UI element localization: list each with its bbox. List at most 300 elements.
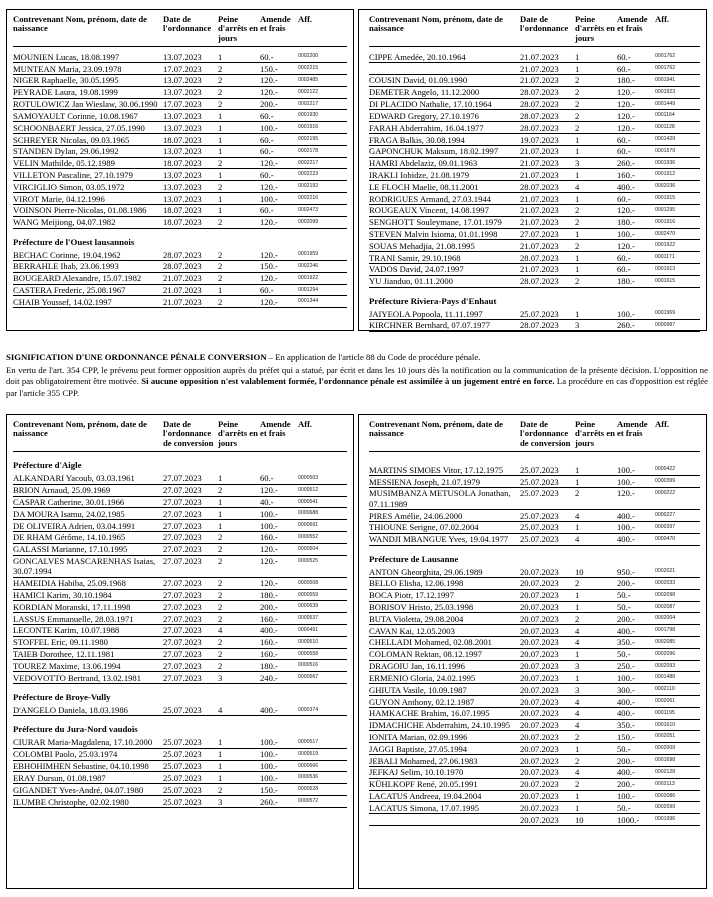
cell-peine: 1	[575, 63, 580, 74]
cell-date: 21.07.2023	[520, 205, 559, 216]
section-title: Préfecture de Broye-Vully	[13, 692, 111, 703]
cell-date: 18.07.2023	[163, 217, 202, 228]
cell-aff: 0000691	[298, 522, 319, 529]
cell-date: 28.07.2023	[520, 181, 559, 192]
cell-peine: 2	[218, 601, 223, 612]
cell-amende: 100.-	[260, 749, 278, 760]
cell-aff: 0001922	[298, 274, 319, 281]
cell-amende: 400.-	[260, 625, 278, 636]
cell-peine: 2	[218, 578, 223, 589]
cell-name: COLOMBI Paolo, 25.03.1974	[13, 749, 118, 760]
table-row	[13, 660, 347, 672]
table-row	[369, 75, 700, 87]
cell-aff: 0001762	[655, 65, 676, 72]
cell-date: 20.07.2023	[520, 708, 559, 719]
cell-peine: 1	[218, 193, 223, 204]
table-row	[369, 578, 700, 590]
cell-peine: 1	[575, 264, 580, 275]
cell-name: WANDJI MBANGUE Yves, 19.04.1977	[369, 534, 509, 545]
cell-aff: 0000567	[298, 674, 319, 681]
row-group	[13, 249, 347, 308]
notice-body	[6, 365, 708, 400]
cell-name: CHAIB Youssef, 14.02.1997	[13, 296, 112, 307]
cell-aff: 0001762	[655, 53, 676, 60]
cell-name: GALASSI Marianne, 17.10.1995	[13, 544, 128, 555]
cell-aff: 0000666	[298, 762, 319, 769]
cell-amende: 240.-	[260, 672, 278, 683]
cell-aff: 0002122	[298, 88, 319, 95]
cell-name: COUSIN David, 01.09.1990	[369, 75, 468, 86]
cell-date: 13.07.2023	[163, 193, 202, 204]
cell-amende: 400.-	[617, 510, 635, 521]
cell-amende: 120.-	[617, 488, 635, 499]
table-header	[369, 15, 700, 47]
cell-date: 27.07.2023	[163, 649, 202, 660]
notice-bold: Si aucune opposition n'est valablement formée, l'ordonnance pénale est assimilée à un jugement entré en force.	[141, 376, 555, 387]
cell-date: 20.07.2023	[520, 791, 559, 802]
cell-aff: 0001294	[298, 286, 319, 293]
table-row	[13, 63, 347, 75]
row-group	[369, 308, 700, 332]
cell-name: BRION Arnaud, 25.09.1969	[13, 485, 111, 496]
cell-amende: 120.-	[617, 99, 635, 110]
cell-peine: 1	[218, 122, 223, 133]
cell-date: 21.07.2023	[520, 193, 559, 204]
cell-peine: 2	[218, 660, 223, 671]
table-row	[13, 784, 347, 796]
cell-name: CASPAR Catherine, 30.01.1966	[13, 497, 125, 508]
cell-date: 28.07.2023	[163, 249, 202, 260]
row-group	[13, 473, 347, 684]
cell-name: LACATUS Andreea, 19.04.2004	[369, 791, 482, 802]
table-row	[369, 240, 700, 252]
table-row	[13, 122, 347, 134]
cell-amende: 260.-	[260, 796, 278, 807]
cell-name: BECHAC Corinne, 19.04.1962	[13, 249, 121, 260]
table-row	[13, 590, 347, 602]
cell-name: ROUGEAUX Vincent, 14.08.1997	[369, 205, 489, 216]
cell-peine: 4	[575, 510, 580, 521]
cell-aff: 0000470	[655, 535, 676, 542]
cell-amende: 100.-	[260, 122, 278, 133]
cell-name: GONCALVES MASCARENHAS Isaias, 30.07.1994	[13, 556, 156, 577]
cell-peine: 2	[575, 779, 580, 790]
cell-peine: 2	[575, 217, 580, 228]
cell-aff: 0001915	[655, 195, 676, 202]
cell-date: 17.07.2023	[163, 63, 202, 74]
table-row	[369, 767, 700, 779]
cell-peine: 2	[575, 99, 580, 110]
table-row	[13, 508, 347, 520]
table-top-right	[358, 9, 707, 331]
cell-name: BELLO Elisha, 12.06.1998	[369, 578, 464, 589]
table-row	[369, 708, 700, 720]
cell-peine: 1	[575, 590, 580, 601]
cell-aff: 0001615	[655, 277, 676, 284]
cell-aff: 0000528	[298, 786, 319, 793]
cell-name: THIOUNE Serigne, 07.02.2004	[369, 522, 479, 533]
cell-name: GUYON Anthony, 02.12.1987	[369, 696, 475, 707]
table-row	[369, 791, 700, 803]
cell-aff: 0000222	[655, 489, 676, 496]
cell-amende: 60.-	[617, 146, 631, 157]
cell-peine: 2	[218, 649, 223, 660]
cell-name: KORDIAN Moranski, 17.11.1998	[13, 601, 131, 612]
cell-peine: 4	[575, 637, 580, 648]
cell-amende: 400.-	[260, 705, 278, 716]
cell-aff: 0001579	[655, 147, 676, 154]
cell-date: 25.07.2023	[520, 308, 559, 319]
cell-aff: 0000422	[655, 466, 676, 473]
cell-name: HAMKACHE Brahim, 16.07.1995	[369, 708, 490, 719]
cell-peine: 1	[575, 791, 580, 802]
cell-peine: 2	[218, 63, 223, 74]
notice-tail: La procédure en cas d'opposition est réglée par l'article 355 CPP.	[6, 376, 708, 399]
table-row	[369, 731, 700, 743]
cell-name: LASSUS Emmanuelle, 28.03.1971	[13, 613, 134, 624]
cell-date: 25.07.2023	[163, 796, 202, 807]
cell-date: 21.07.2023	[163, 273, 202, 284]
cell-amende: 1000.-	[617, 814, 640, 825]
cell-amende: 950.-	[617, 566, 635, 577]
cell-name: JEBALI Mohamed, 27.06.1983	[369, 755, 478, 766]
cell-date: 20.07.2023	[520, 802, 559, 813]
cell-amende: 180.-	[260, 590, 278, 601]
cell-date: 25.07.2023	[520, 522, 559, 533]
cell-amende: 120.-	[617, 87, 635, 98]
cell-aff: 0001930	[298, 112, 319, 119]
cell-amende: 120.-	[260, 578, 278, 589]
cell-date: 13.07.2023	[163, 181, 202, 192]
cell-date: 13.07.2023	[163, 169, 202, 180]
table-row	[369, 613, 700, 625]
cell-aff: 0001171	[655, 254, 675, 261]
table-row	[369, 320, 700, 332]
table-row	[369, 122, 700, 134]
cell-peine: 2	[218, 181, 223, 192]
cell-date: 21.07.2023	[520, 217, 559, 228]
cell-aff: 0002215	[298, 65, 319, 72]
cell-peine: 2	[218, 158, 223, 169]
cell-aff: 0001913	[655, 265, 676, 272]
cell-peine: 4	[575, 708, 580, 719]
cell-amende: 50.-	[617, 649, 631, 660]
cell-aff: 0000552	[298, 533, 319, 540]
cell-peine: 1	[218, 285, 223, 296]
table-row	[13, 217, 347, 229]
table-bottom-right	[358, 414, 707, 889]
table-row	[369, 755, 700, 767]
cell-amende: 60.-	[617, 264, 631, 275]
cell-amende: 60.-	[260, 51, 274, 62]
cell-date: 28.07.2023	[520, 252, 559, 263]
cell-aff: 0001959	[298, 251, 319, 258]
cell-peine: 1	[218, 473, 223, 484]
cell-name: GHIUTA Vasile, 10.09.1987	[369, 684, 467, 695]
cell-aff: 0001488	[655, 674, 676, 681]
table-row	[369, 661, 700, 673]
cell-date: 25.07.2023	[163, 705, 202, 716]
cell-peine: 2	[218, 784, 223, 795]
table-row	[13, 772, 347, 784]
cell-aff: 0000399	[655, 478, 676, 485]
cell-aff: 0002470	[655, 230, 676, 237]
cell-peine: 1	[575, 229, 580, 240]
table-row	[369, 510, 700, 522]
cell-date: 18.07.2023	[163, 205, 202, 216]
cell-peine: 1	[218, 497, 223, 508]
cell-aff: 0002036	[655, 183, 676, 190]
cell-peine: 2	[575, 87, 580, 98]
table-row	[13, 485, 347, 497]
cell-date: 25.07.2023	[520, 476, 559, 487]
cell-amende: 60.-	[617, 63, 631, 74]
table-row	[369, 193, 700, 205]
cell-aff: 0000559	[298, 591, 319, 598]
cell-aff: 0002217	[298, 159, 319, 166]
cell-amende: 100.-	[260, 737, 278, 748]
cell-peine: 1	[575, 252, 580, 263]
cell-aff: 0001128	[655, 124, 675, 131]
cell-aff: 0002113	[655, 780, 675, 787]
cell-aff: 0002178	[298, 147, 319, 154]
table-row	[369, 696, 700, 708]
header-peine: Peine d'arrêts en jours	[218, 14, 258, 43]
cell-aff: 0002087	[655, 603, 676, 610]
cell-name: MUNTEAN Maria, 23.09.1978	[13, 63, 122, 74]
table-row	[369, 205, 700, 217]
header-amende: Amende et frais	[260, 419, 291, 439]
cell-amende: 120.-	[260, 87, 278, 98]
header-name: Contrevenant Nom, prénom, date de naissance	[13, 14, 147, 34]
cell-name: VADOS David, 24.07.1997	[369, 264, 464, 275]
cell-aff: 0000397	[655, 523, 676, 530]
cell-amende: 160.-	[260, 649, 278, 660]
cell-name: CIURAR Maria-Magdalena, 17.10.2000	[13, 737, 153, 748]
header-aff: Aff.	[655, 419, 670, 429]
cell-date: 27.07.2023	[163, 660, 202, 671]
cell-amende: 60.-	[617, 252, 631, 263]
cell-name: KIRCHNER Bernhard, 07.07.1977	[369, 320, 491, 331]
cell-date: 28.07.2023	[520, 99, 559, 110]
cell-amende: 120.-	[260, 249, 278, 260]
cell-date: 20.07.2023	[520, 731, 559, 742]
cell-date: 27.07.2023	[163, 601, 202, 612]
cell-peine: 2	[575, 110, 580, 121]
header-aff: Aff.	[298, 419, 313, 429]
cell-aff: 0000558	[298, 650, 319, 657]
table-row	[13, 87, 347, 99]
cell-name: PEYRADE Laura, 19.08.1999	[13, 87, 118, 98]
table-row	[13, 556, 347, 578]
cell-amende: 50.-	[617, 590, 631, 601]
cell-aff: 0000517	[298, 738, 319, 745]
cell-amende: 60.-	[260, 169, 274, 180]
cell-aff: 0002009	[655, 745, 676, 752]
cell-amende: 100.-	[617, 229, 635, 240]
cell-amende: 120.-	[260, 181, 278, 192]
cell-name: RODRIGUES Armand, 27.03.1944	[369, 193, 491, 204]
cell-date: 25.07.2023	[163, 784, 202, 795]
cell-name: JEFKAJ Selim, 10.10.1970	[369, 767, 464, 778]
cell-amende: 100.-	[260, 193, 278, 204]
cell-peine: 2	[575, 731, 580, 742]
cell-name: JAGGI Baptiste, 27.05.1994	[369, 743, 468, 754]
cell-peine: 2	[218, 296, 223, 307]
header-name: Contrevenant Nom, prénom, date de naissance	[369, 14, 503, 34]
cell-aff: 0002192	[298, 183, 319, 190]
cell-amende: 180.-	[260, 660, 278, 671]
cell-date: 27.07.2023	[163, 637, 202, 648]
cell-date: 27.07.2023	[163, 473, 202, 484]
cell-date: 20.07.2023	[520, 590, 559, 601]
cell-date: 27.07.2023	[163, 520, 202, 531]
cell-aff: 0001996	[655, 816, 676, 823]
cell-aff: 0001923	[655, 88, 676, 95]
cell-date: 13.07.2023	[163, 51, 202, 62]
cell-peine: 4	[575, 720, 580, 731]
cell-amende: 100.-	[617, 672, 635, 683]
cell-amende: 60.-	[260, 110, 274, 121]
cell-peine: 1	[575, 802, 580, 813]
cell-amende: 400.-	[617, 767, 635, 778]
cell-name: ALKANDARI Yacoub, 03.03.1961	[13, 473, 135, 484]
cell-amende: 120.-	[260, 75, 278, 86]
cell-name: KÜHLKOPF René, 20.05.1991	[369, 779, 478, 790]
cell-date: 25.07.2023	[163, 737, 202, 748]
cell-name: CIPPE Amedée, 20.10.1964	[369, 51, 466, 62]
cell-date: 21.07.2023	[520, 158, 559, 169]
cell-name: SAMOYAULT Corinne, 10.08.1967	[13, 110, 138, 121]
cell-date: 20.07.2023	[520, 779, 559, 790]
header-aff: Aff.	[655, 14, 670, 24]
cell-date: 20.07.2023	[520, 602, 559, 613]
cell-peine: 2	[218, 75, 223, 86]
table-row	[369, 252, 700, 264]
cell-peine: 1	[575, 522, 580, 533]
cell-name: SCHREYER Nicolas, 09.03.1965	[13, 134, 130, 145]
cell-peine: 1	[218, 51, 223, 62]
cell-aff: 0002485	[298, 76, 319, 83]
cell-peine: 2	[218, 273, 223, 284]
cell-aff: 0002128	[655, 768, 676, 775]
cell-aff: 0001916	[655, 218, 676, 225]
cell-name: VOINSON Pierre-Nicolas, 01.08.1986	[13, 205, 147, 216]
cell-name: VIRCIGLIO Simon, 03.05.1972	[13, 181, 125, 192]
cell-date: 13.07.2023	[163, 122, 202, 133]
table-row	[369, 566, 700, 578]
cell-aff: 0000572	[298, 798, 319, 804]
cell-date: 21.07.2023	[520, 264, 559, 275]
table-row	[13, 625, 347, 637]
cell-date: 28.07.2023	[163, 261, 202, 272]
cell-aff: 0002099	[298, 218, 319, 225]
cell-date: 27.07.2023	[163, 532, 202, 543]
table-row	[13, 158, 347, 170]
cell-amende: 180.-	[617, 276, 635, 287]
cell-amende: 200.-	[617, 578, 635, 589]
cell-name: EDWARD Gregory, 27.10.1976	[369, 110, 479, 121]
header-name: Contrevenant Nom, prénom, date de naissance	[13, 419, 147, 439]
cell-aff: 0001969	[655, 310, 676, 317]
cell-date: 21.07.2023	[520, 75, 559, 86]
table-row	[369, 134, 700, 146]
cell-peine: 1	[575, 308, 580, 319]
cell-name: PIRES Amélie, 24.06.2000	[369, 510, 463, 521]
table-row	[13, 134, 347, 146]
table-header	[13, 15, 347, 47]
cell-peine: 1	[575, 169, 580, 180]
cell-date: 20.07.2023	[520, 578, 559, 589]
header-date: Date de l'ordonnance de conversion	[163, 419, 214, 448]
cell-date: 27.07.2023	[163, 578, 202, 589]
cell-peine: 1	[218, 205, 223, 216]
cell-name: TAIEB Dorothee, 12.11.1981	[13, 649, 115, 660]
table-bottom-left	[6, 414, 354, 889]
cell-name: BOUGEARD Alexandre, 15.07.1982	[13, 273, 142, 284]
table-row	[369, 522, 700, 534]
cell-name: DRAGOIU Jan, 16.11.1996	[369, 661, 465, 672]
header-name: Contrevenant Nom, prénom, date de naissance	[369, 419, 503, 439]
header-peine: Peine d'arrêts en jours	[575, 419, 615, 448]
cell-date: 27.07.2023	[163, 497, 202, 508]
cell-aff: 0002195	[298, 136, 319, 143]
table-header	[369, 420, 700, 452]
notice-block	[6, 352, 708, 401]
cell-amende: 120.-	[617, 122, 635, 133]
cell-amende: 260.-	[617, 320, 635, 331]
cell-aff: 0001912	[655, 171, 676, 178]
cell-date: 27.07.2023	[163, 508, 202, 519]
row-group	[13, 51, 347, 228]
cell-peine: 1	[575, 146, 580, 157]
cell-peine: 4	[575, 767, 580, 778]
cell-peine: 1	[575, 672, 580, 683]
cell-date: 20.07.2023	[520, 637, 559, 648]
cell-name: ERAY Dursun, 01.08.1987	[13, 772, 106, 783]
cell-amende: 120.-	[260, 556, 278, 567]
cell-peine: 1	[218, 772, 223, 783]
cell-amende: 50.-	[617, 802, 631, 813]
cell-amende: 300.-	[617, 684, 635, 695]
cell-name: VEDOVOTTO Bertrand, 13.02.1981	[13, 672, 142, 683]
cell-date: 19.07.2023	[520, 134, 559, 145]
table-row	[13, 649, 347, 661]
cell-amende: 350.-	[617, 720, 635, 731]
cell-peine: 1	[218, 110, 223, 121]
cell-name: MESSIENA Joseph, 21.07.1979	[369, 476, 481, 487]
cell-aff: 0000503	[298, 474, 319, 481]
cell-amende: 120.-	[617, 205, 635, 216]
cell-date: 20.07.2023	[520, 661, 559, 672]
cell-name: DE OLIVEIRA Adrien, 03.04.1991	[13, 520, 136, 531]
spacer	[369, 456, 700, 464]
cell-aff: 0001922	[655, 242, 676, 249]
header-amende: Amende et frais	[617, 14, 648, 34]
cell-name: IDMACHICHE Abderrahim, 24.10.1995	[369, 720, 511, 731]
cell-aff: 0000987	[655, 321, 676, 328]
cell-peine: 10	[575, 566, 584, 577]
table-row	[13, 601, 347, 613]
table-row	[369, 229, 700, 241]
cell-date: 25.07.2023	[163, 749, 202, 760]
cell-amende: 200.-	[617, 613, 635, 624]
table-row	[369, 146, 700, 158]
cell-aff: 0002223	[298, 171, 319, 178]
cell-aff: 0001195	[655, 709, 675, 716]
cell-amende: 120.-	[260, 273, 278, 284]
cell-peine: 1	[218, 508, 223, 519]
